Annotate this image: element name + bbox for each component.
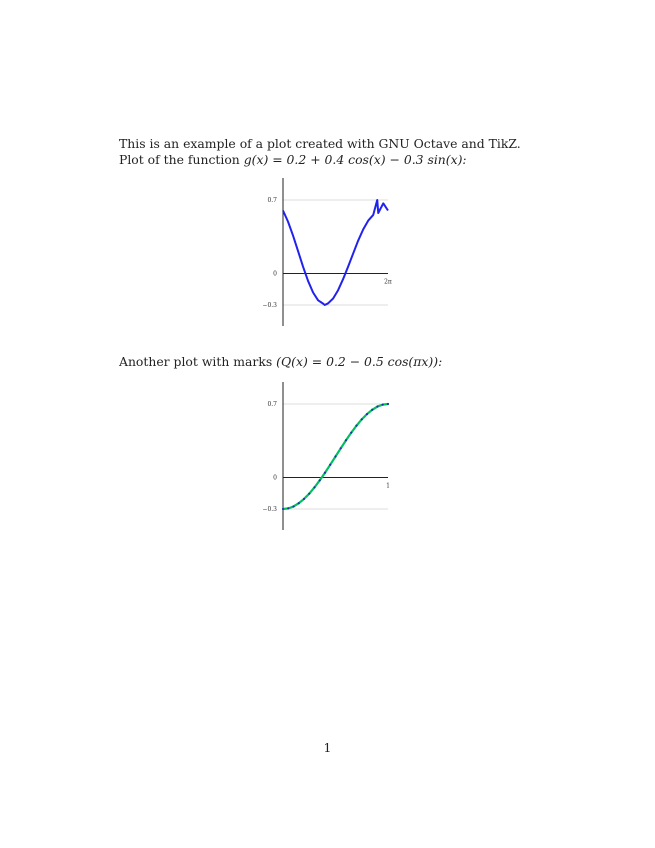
caption2-lead: Another plot with marks (119, 354, 277, 369)
page-number: 1 (323, 740, 332, 755)
caption1-lead: Plot of the function (119, 152, 244, 167)
chart-g-svg (250, 172, 400, 332)
y-tick-label: 0 (273, 270, 277, 278)
y-tick-label: −0.3 (262, 506, 277, 513)
data-point (345, 439, 347, 441)
data-point (308, 493, 310, 495)
chart-q-svg (250, 376, 400, 536)
paragraph-plot2-caption (119, 354, 442, 370)
data-point (324, 472, 326, 474)
data-point (329, 464, 331, 466)
x-tick-label: 2π (384, 278, 392, 286)
data-point (303, 498, 305, 500)
data-point (298, 502, 300, 504)
data-point (376, 405, 378, 407)
chart-q-function (250, 376, 400, 536)
data-point (361, 418, 363, 420)
paragraph-plot1-caption (119, 152, 467, 168)
data-point (334, 455, 336, 457)
chart-g-function (250, 172, 400, 332)
series-line (283, 200, 388, 305)
x-tick-label: 1 (386, 482, 390, 490)
data-point (387, 403, 389, 405)
data-point (313, 486, 315, 488)
y-tick-label: −0.3 (262, 302, 277, 309)
data-point (292, 505, 294, 507)
y-tick-label: 0 (273, 474, 277, 482)
data-point (287, 507, 289, 509)
y-tick-label: 0.7 (267, 401, 277, 408)
formula-q: (Q(x) = 0.2 − 0.5 cos(πx)): (276, 354, 443, 369)
data-point (319, 479, 321, 481)
data-point (282, 508, 284, 510)
data-point (382, 404, 384, 406)
formula-g: g(x) = 0.2 + 0.4 cos(x) − 0.3 sin(x): (243, 152, 467, 167)
data-point (340, 447, 342, 449)
data-point (371, 409, 373, 411)
y-tick-label: 0.7 (267, 197, 277, 204)
paragraph-intro: This is an example of a plot created with GNU Octave and TikZ. (119, 136, 521, 151)
data-point (366, 413, 368, 415)
data-point (350, 432, 352, 434)
data-point (355, 425, 357, 427)
